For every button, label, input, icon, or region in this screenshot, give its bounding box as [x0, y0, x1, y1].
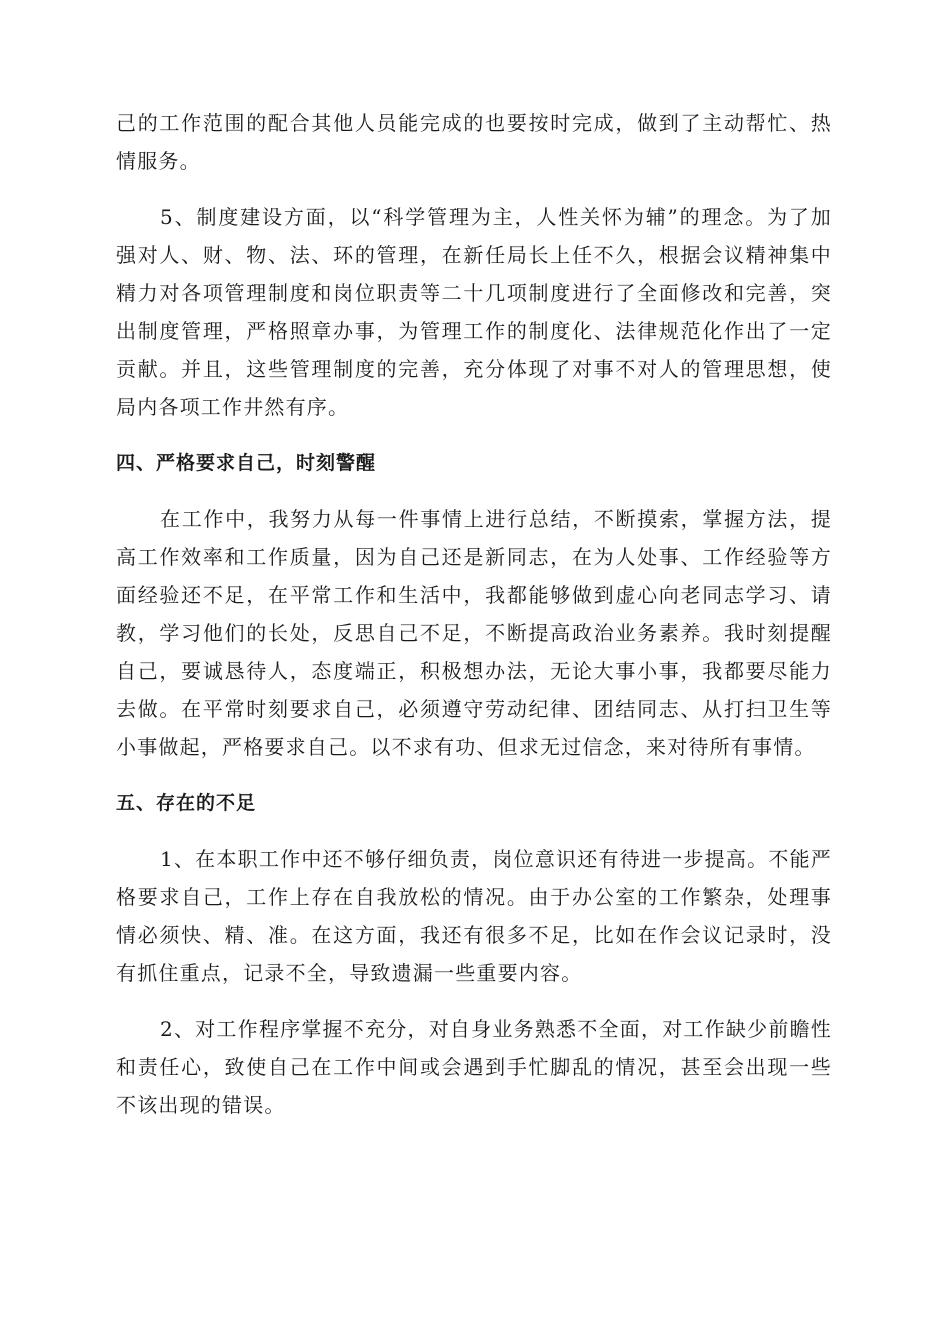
section-heading-5: 五、存在的不足 [116, 792, 257, 814]
paragraph-self-discipline: 在工作中，我努力从每一件事情上进行总结，不断摸索，掌握方法，提高工作效率和工作质量，因为自己还是新同志，在为人处事、工作经验等方面经验还不足，在平常工作和生活中，我都能够做到虚心向老同志学习、请教，学习他们的长处，反思自己不足，不断提高政治业务素养。我时刻提醒自己，要诚恳待人，态度端正，积极想办法，无论大事小事，我都要尽能力去做。在平常时刻要求自己，必须遵守劳动纪律、团结同志、从打扫卫生等小事做起，严格要求自己。以不求有功、但求无过信念，来对待所有事情。 [116, 507, 832, 759]
paragraph-shortcoming-2: 2、对工作程序掌握不充分，对自身业务熟悉不全面，对工作缺少前瞻性和责任心，致使自己在工作中间或会遇到手忙脚乱的情况，甚至会出现一些不该出现的错误。 [116, 1017, 832, 1117]
paragraph-continuation: 己的工作范围的配合其他人员能完成的也要按时完成，做到了主动帮忙、热情服务。 [116, 111, 832, 173]
paragraph-shortcoming-1: 1、在本职工作中还不够仔细负责，岗位意识还有待进一步提高。不能严格要求自己，工作上存在自我放松的情况。由于办公室的工作繁杂，处理事情必须快、精、准。在这方面，我还有很多不足，比如在作会议记录时，没有抓住重点，记录不全，导致遗漏一些重要内容。 [116, 847, 832, 985]
paragraph-system-building: 5、制度建设方面，以“科学管理为主，人性关怀为辅”的理念。为了加强对人、财、物、法、环的管理，在新任局长上任不久，根据会议精神集中精力对各项管理制度和岗位职责等二十几项制度进行了全面修改和完善，突出制度管理，严格照章办事，为管理工作的制度化、法律规范化作出了一定贡献。并且，这些管理制度的完善，充分体现了对事不对人的管理思想，使局内各项工作井然有序。 [116, 205, 832, 419]
section-heading-4: 四、严格要求自己，时刻警醒 [116, 452, 377, 474]
document-page [116, 104, 832, 1124]
